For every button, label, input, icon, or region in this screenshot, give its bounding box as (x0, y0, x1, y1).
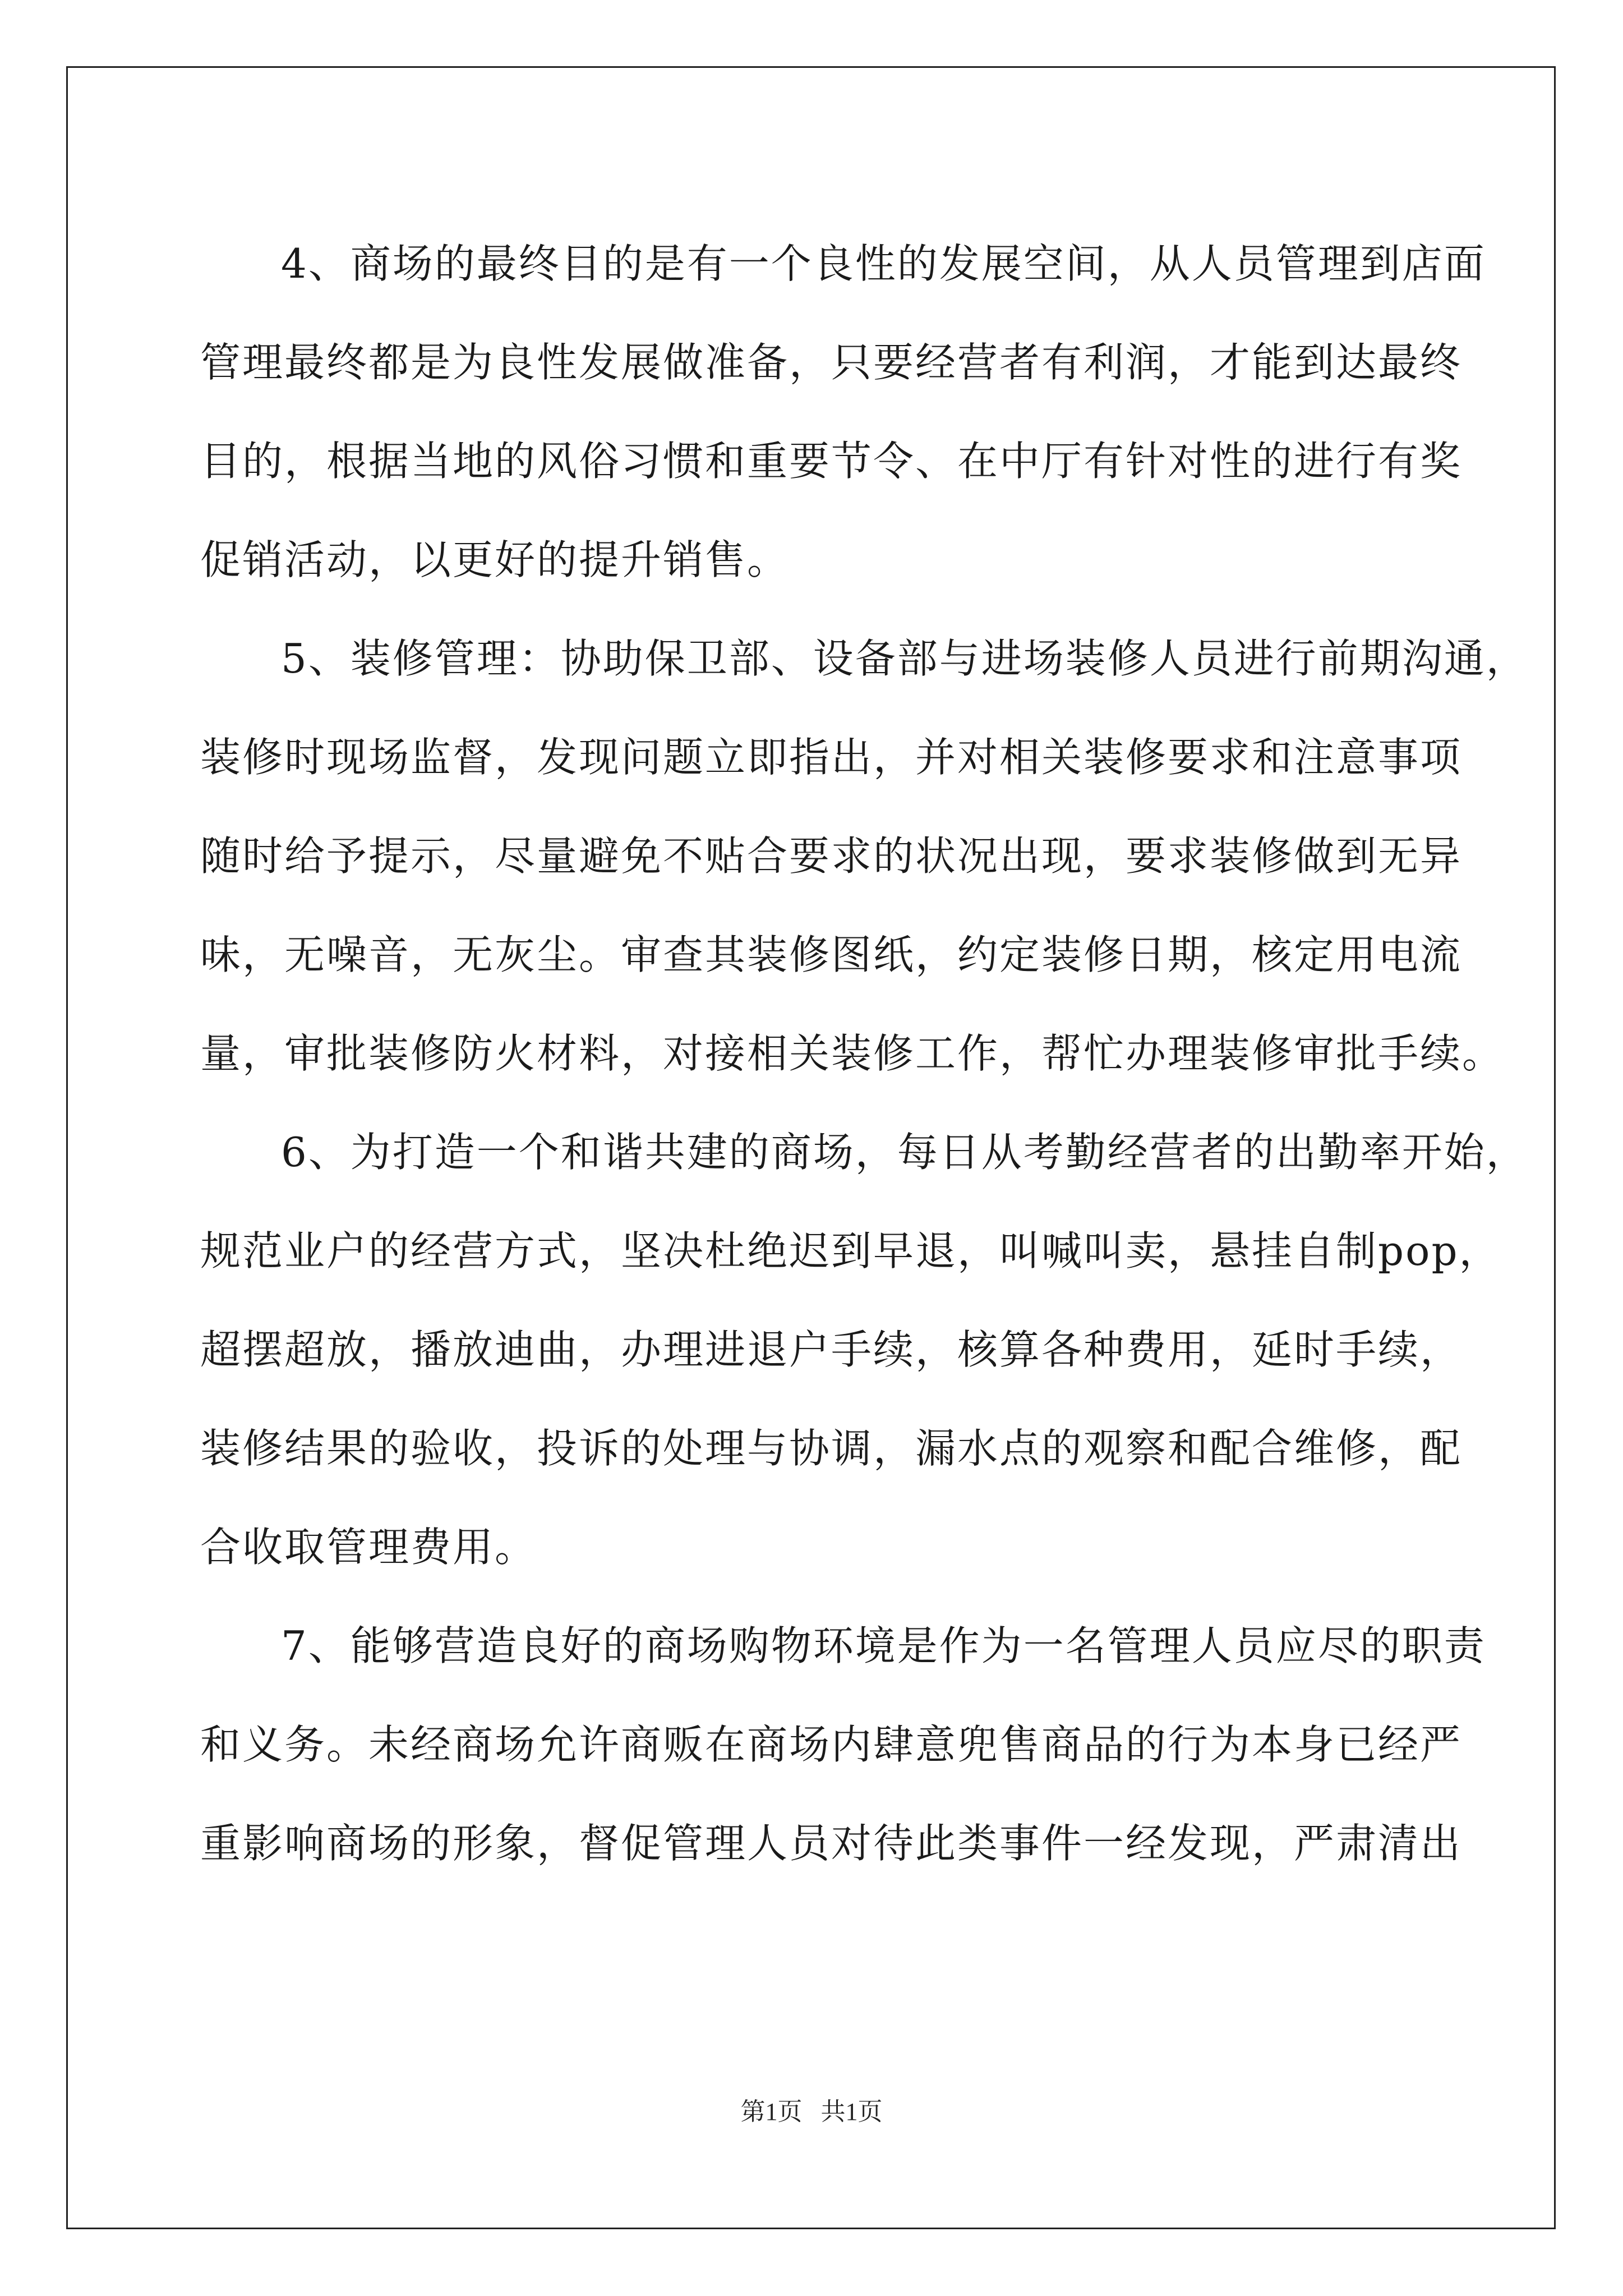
paragraph-line: 超摆超放，播放迪曲，办理进退户手续，核算各种费用，延时手续， (200, 1326, 1463, 1373)
paragraph-line: 和义务。未经商场允许商贩在商场内肆意兜售商品的行为本身已经严 (200, 1721, 1463, 1768)
paragraph-line: 味，无噪音，无灰尘。审查其装修图纸，约定装修日期，核定用电流 (200, 931, 1463, 978)
paragraph-5 (200, 609, 1528, 1103)
paragraph-line: 量，审批装修防火材料，对接相关装修工作，帮忙办理装修审批手续。 (200, 1030, 1505, 1077)
paragraph-line: 促销活动，以更好的提升销售。 (200, 536, 790, 583)
paragraph-line: 重影响商场的形象，督促管理人员对待此类事件一经发现，严肃清出 (200, 1820, 1463, 1867)
paragraph-line: 随时给予提示，尽量避免不贴合要求的状况出现，要求装修做到无异 (200, 832, 1463, 880)
paragraph-line: 管理最终都是为良性发展做准备，只要经营者有利润，才能到达最终 (200, 339, 1463, 386)
paragraph-line: 6、为打造一个和谐共建的商场，每日从考勤经营者的出勤率开始， (281, 1129, 1528, 1176)
page-number-footer: 第1页 共1页 (740, 2098, 883, 2125)
paragraph-line: 规范业户的经营方式，坚决杜绝迟到早退，叫喊叫卖，悬挂自制pop， (200, 1227, 1501, 1274)
paragraph-line: 合收取管理费用。 (200, 1524, 537, 1571)
paragraph-line: 目的，根据当地的风俗习惯和重要节令、在中厅有针对性的进行有奖 (200, 438, 1463, 485)
document-body (200, 214, 1528, 1893)
paragraph-6 (200, 1103, 1528, 1596)
paragraph-line: 5、装修管理：协助保卫部、设备部与进场装修人员进行前期沟通， (281, 635, 1528, 682)
paragraph-line: 4、商场的最终目的是有一个良性的发展空间，从人员管理到店面 (281, 240, 1486, 287)
paragraph-7 (200, 1596, 1486, 1893)
paragraph-4 (200, 214, 1486, 609)
paragraph-line: 装修结果的验收，投诉的处理与协调，漏水点的观察和配合维修，配 (200, 1425, 1463, 1472)
paragraph-line: 装修时现场监督，发现问题立即指出，并对相关装修要求和注意事项 (200, 734, 1463, 781)
paragraph-line: 7、能够营造良好的商场购物环境是作为一名管理人员应尽的职责 (281, 1622, 1486, 1669)
